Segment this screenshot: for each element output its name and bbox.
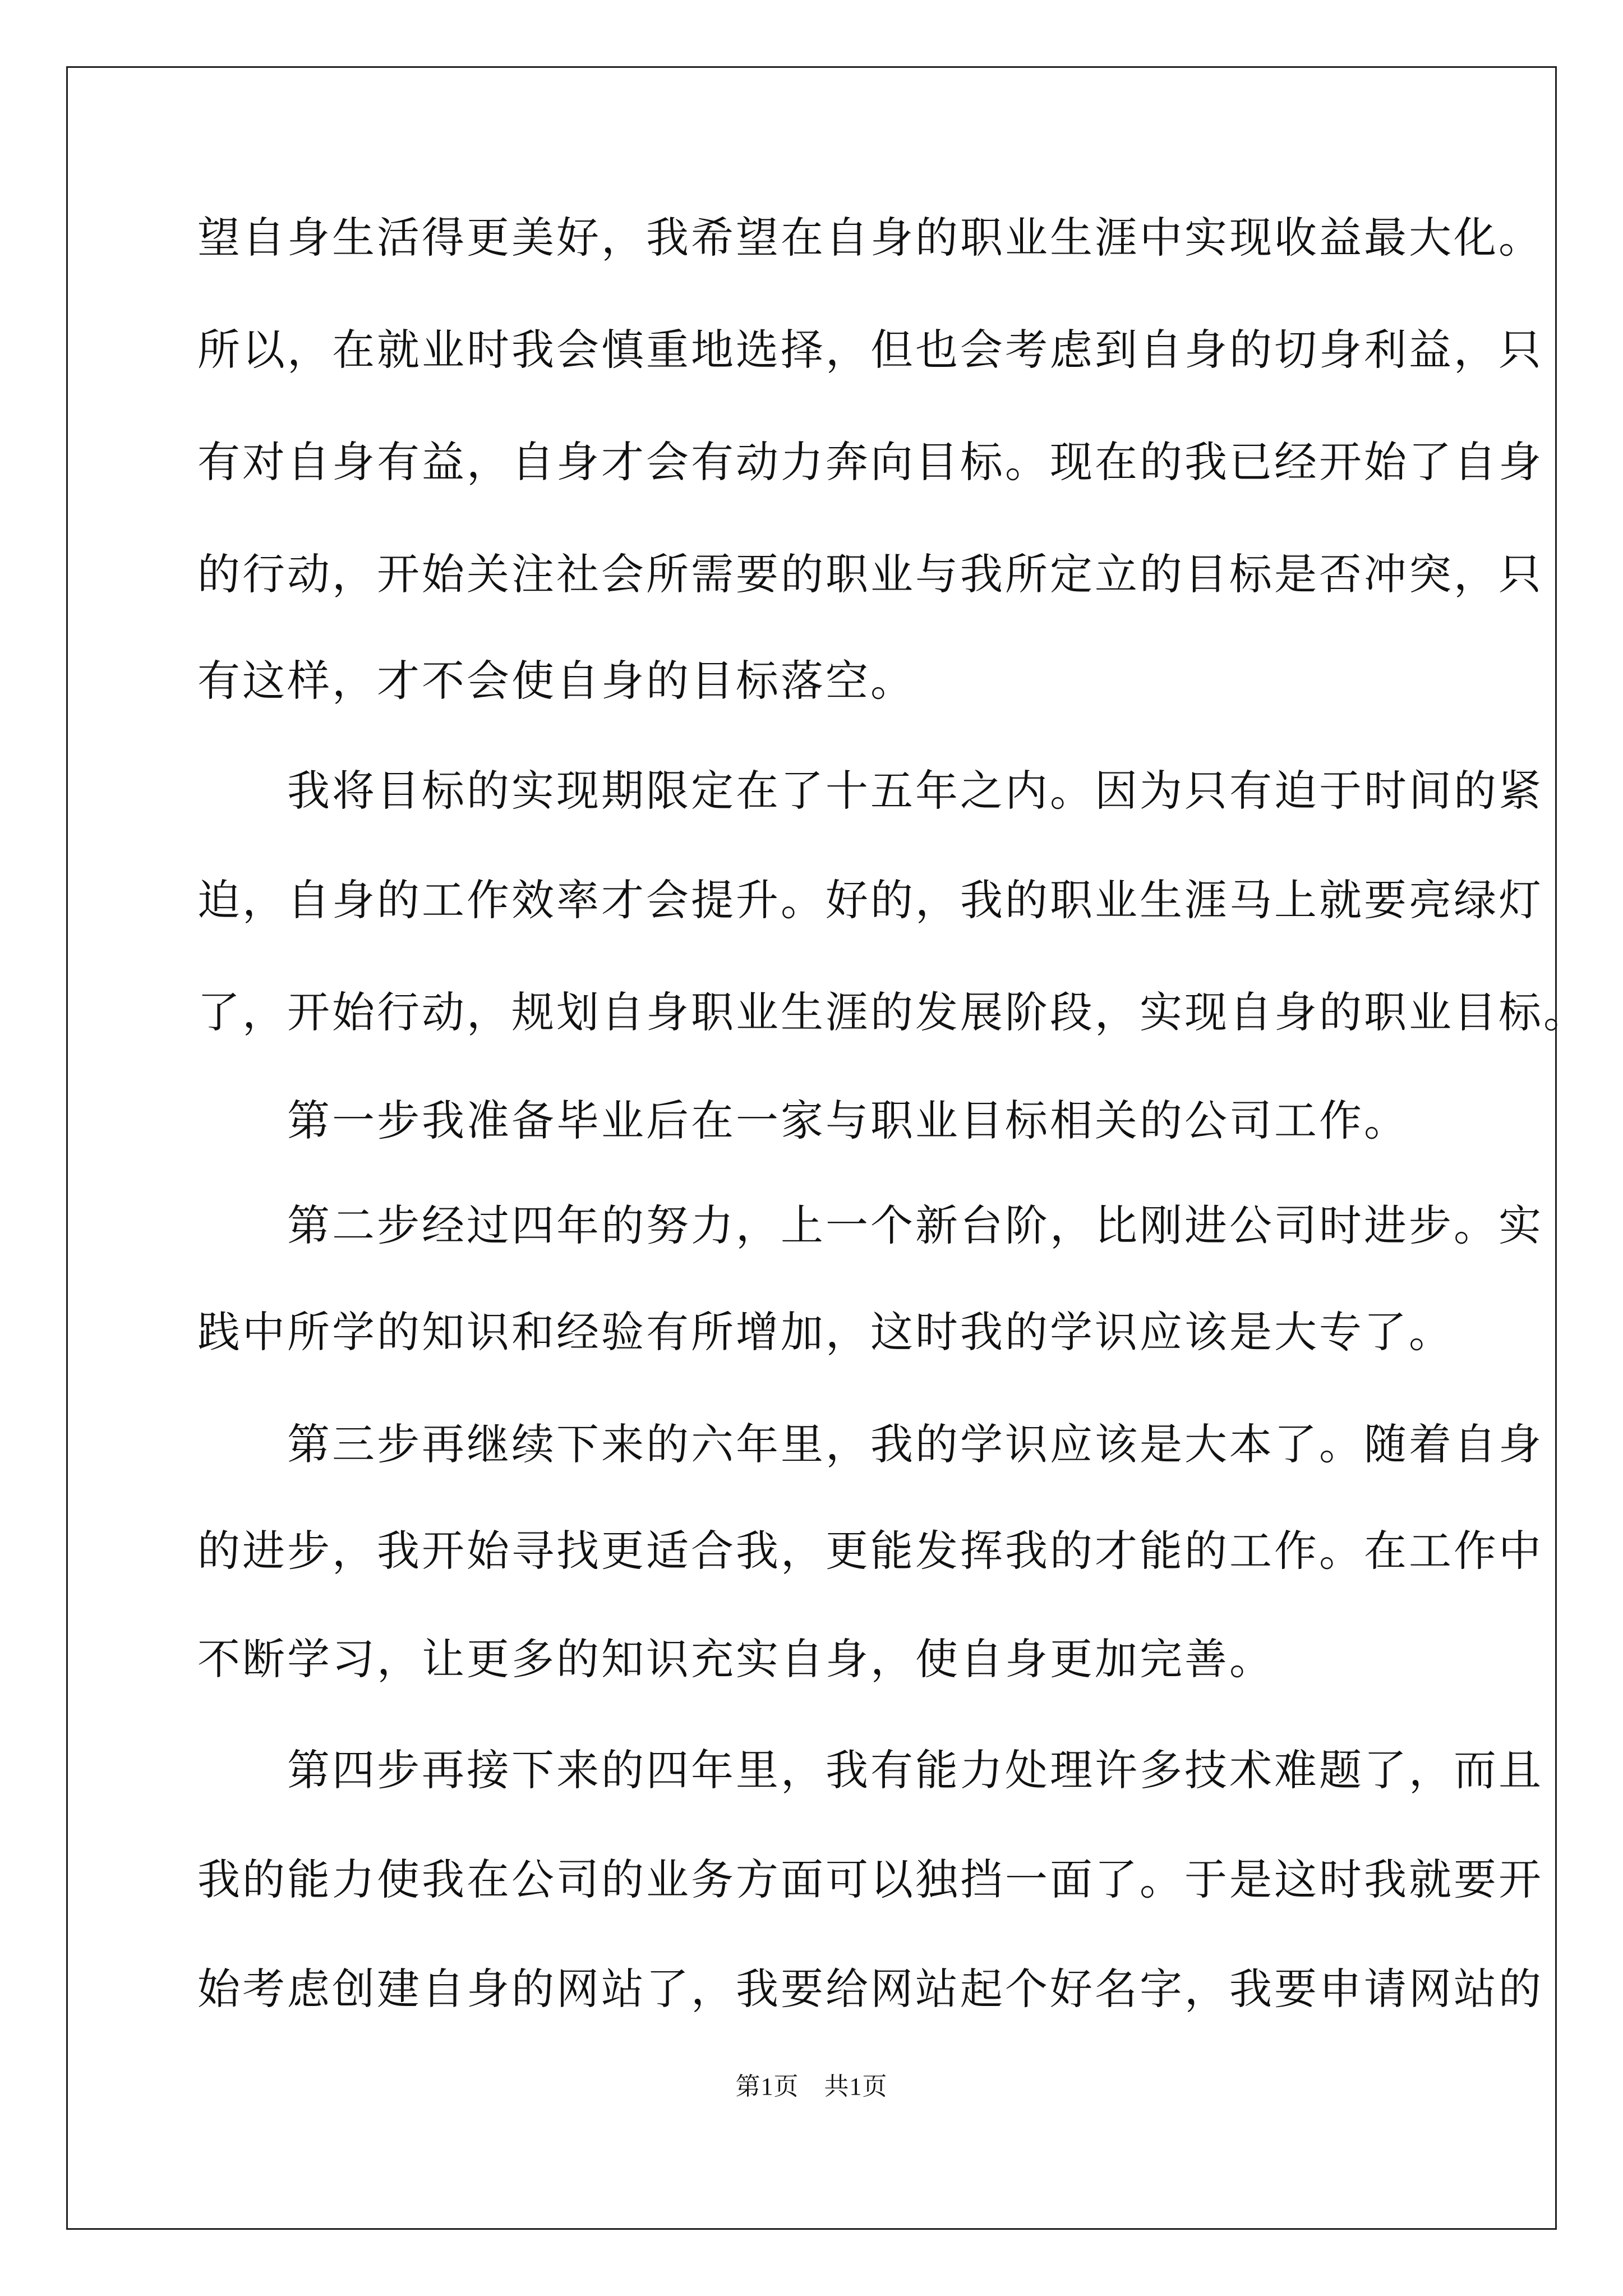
- body-text-line: 所以，在就业时我会慎重地选择，但也会考虑到自身的切身利益，只: [197, 325, 1543, 375]
- body-text-line: 第二步经过四年的努力，上一个新台阶，比刚进公司时进步。实: [197, 1200, 1543, 1250]
- body-text-line: 始考虑创建自身的网站了，我要给网站起个好名字，我要申请网站的: [197, 1964, 1543, 2014]
- body-text-line: 第三步再继续下来的六年里，我的学识应该是大本了。随着自身: [197, 1419, 1543, 1469]
- body-text-line: 不断学习，让更多的知识充实自身，使自身更加完善。: [197, 1634, 1274, 1684]
- body-text-line: 有对自身有益，自身才会有动力奔向目标。现在的我已经开始了自身: [197, 437, 1543, 487]
- page-number-footer: 第1页 共1页: [735, 2073, 888, 2100]
- body-text-line: 第一步我准备毕业后在一家与职业目标相关的公司工作。: [197, 1096, 1409, 1145]
- body-text-line: 望自身生活得更美好，我希望在自身的职业生涯中实现收益最大化。: [197, 213, 1543, 263]
- body-text-line: 我的能力使我在公司的业务方面可以独挡一面了。于是这时我就要开: [197, 1855, 1543, 1904]
- body-text-line: 迫，自身的工作效率才会提升。好的，我的职业生涯马上就要亮绿灯: [197, 875, 1543, 925]
- body-text-line: 有这样，才不会使自身的目标落空。: [197, 656, 915, 706]
- body-text-line: 第四步再接下来的四年里，我有能力处理许多技术难题了，而且: [197, 1745, 1543, 1795]
- body-text-line: 了，开始行动，规划自身职业生涯的发展阶段，实现自身的职业目标。: [197, 987, 1588, 1037]
- body-text-line: 践中所学的知识和经验有所增加，这时我的学识应该是大专了。: [197, 1307, 1454, 1357]
- body-text-line: 的行动，开始关注社会所需要的职业与我所定立的目标是否冲突，只: [197, 549, 1543, 599]
- body-text-line: 的进步，我开始寻找更适合我，更能发挥我的才能的工作。在工作中: [197, 1526, 1543, 1576]
- page-frame: [66, 66, 1557, 2230]
- body-text-line: 我将目标的实现期限定在了十五年之内。因为只有迫于时间的紧: [197, 766, 1543, 816]
